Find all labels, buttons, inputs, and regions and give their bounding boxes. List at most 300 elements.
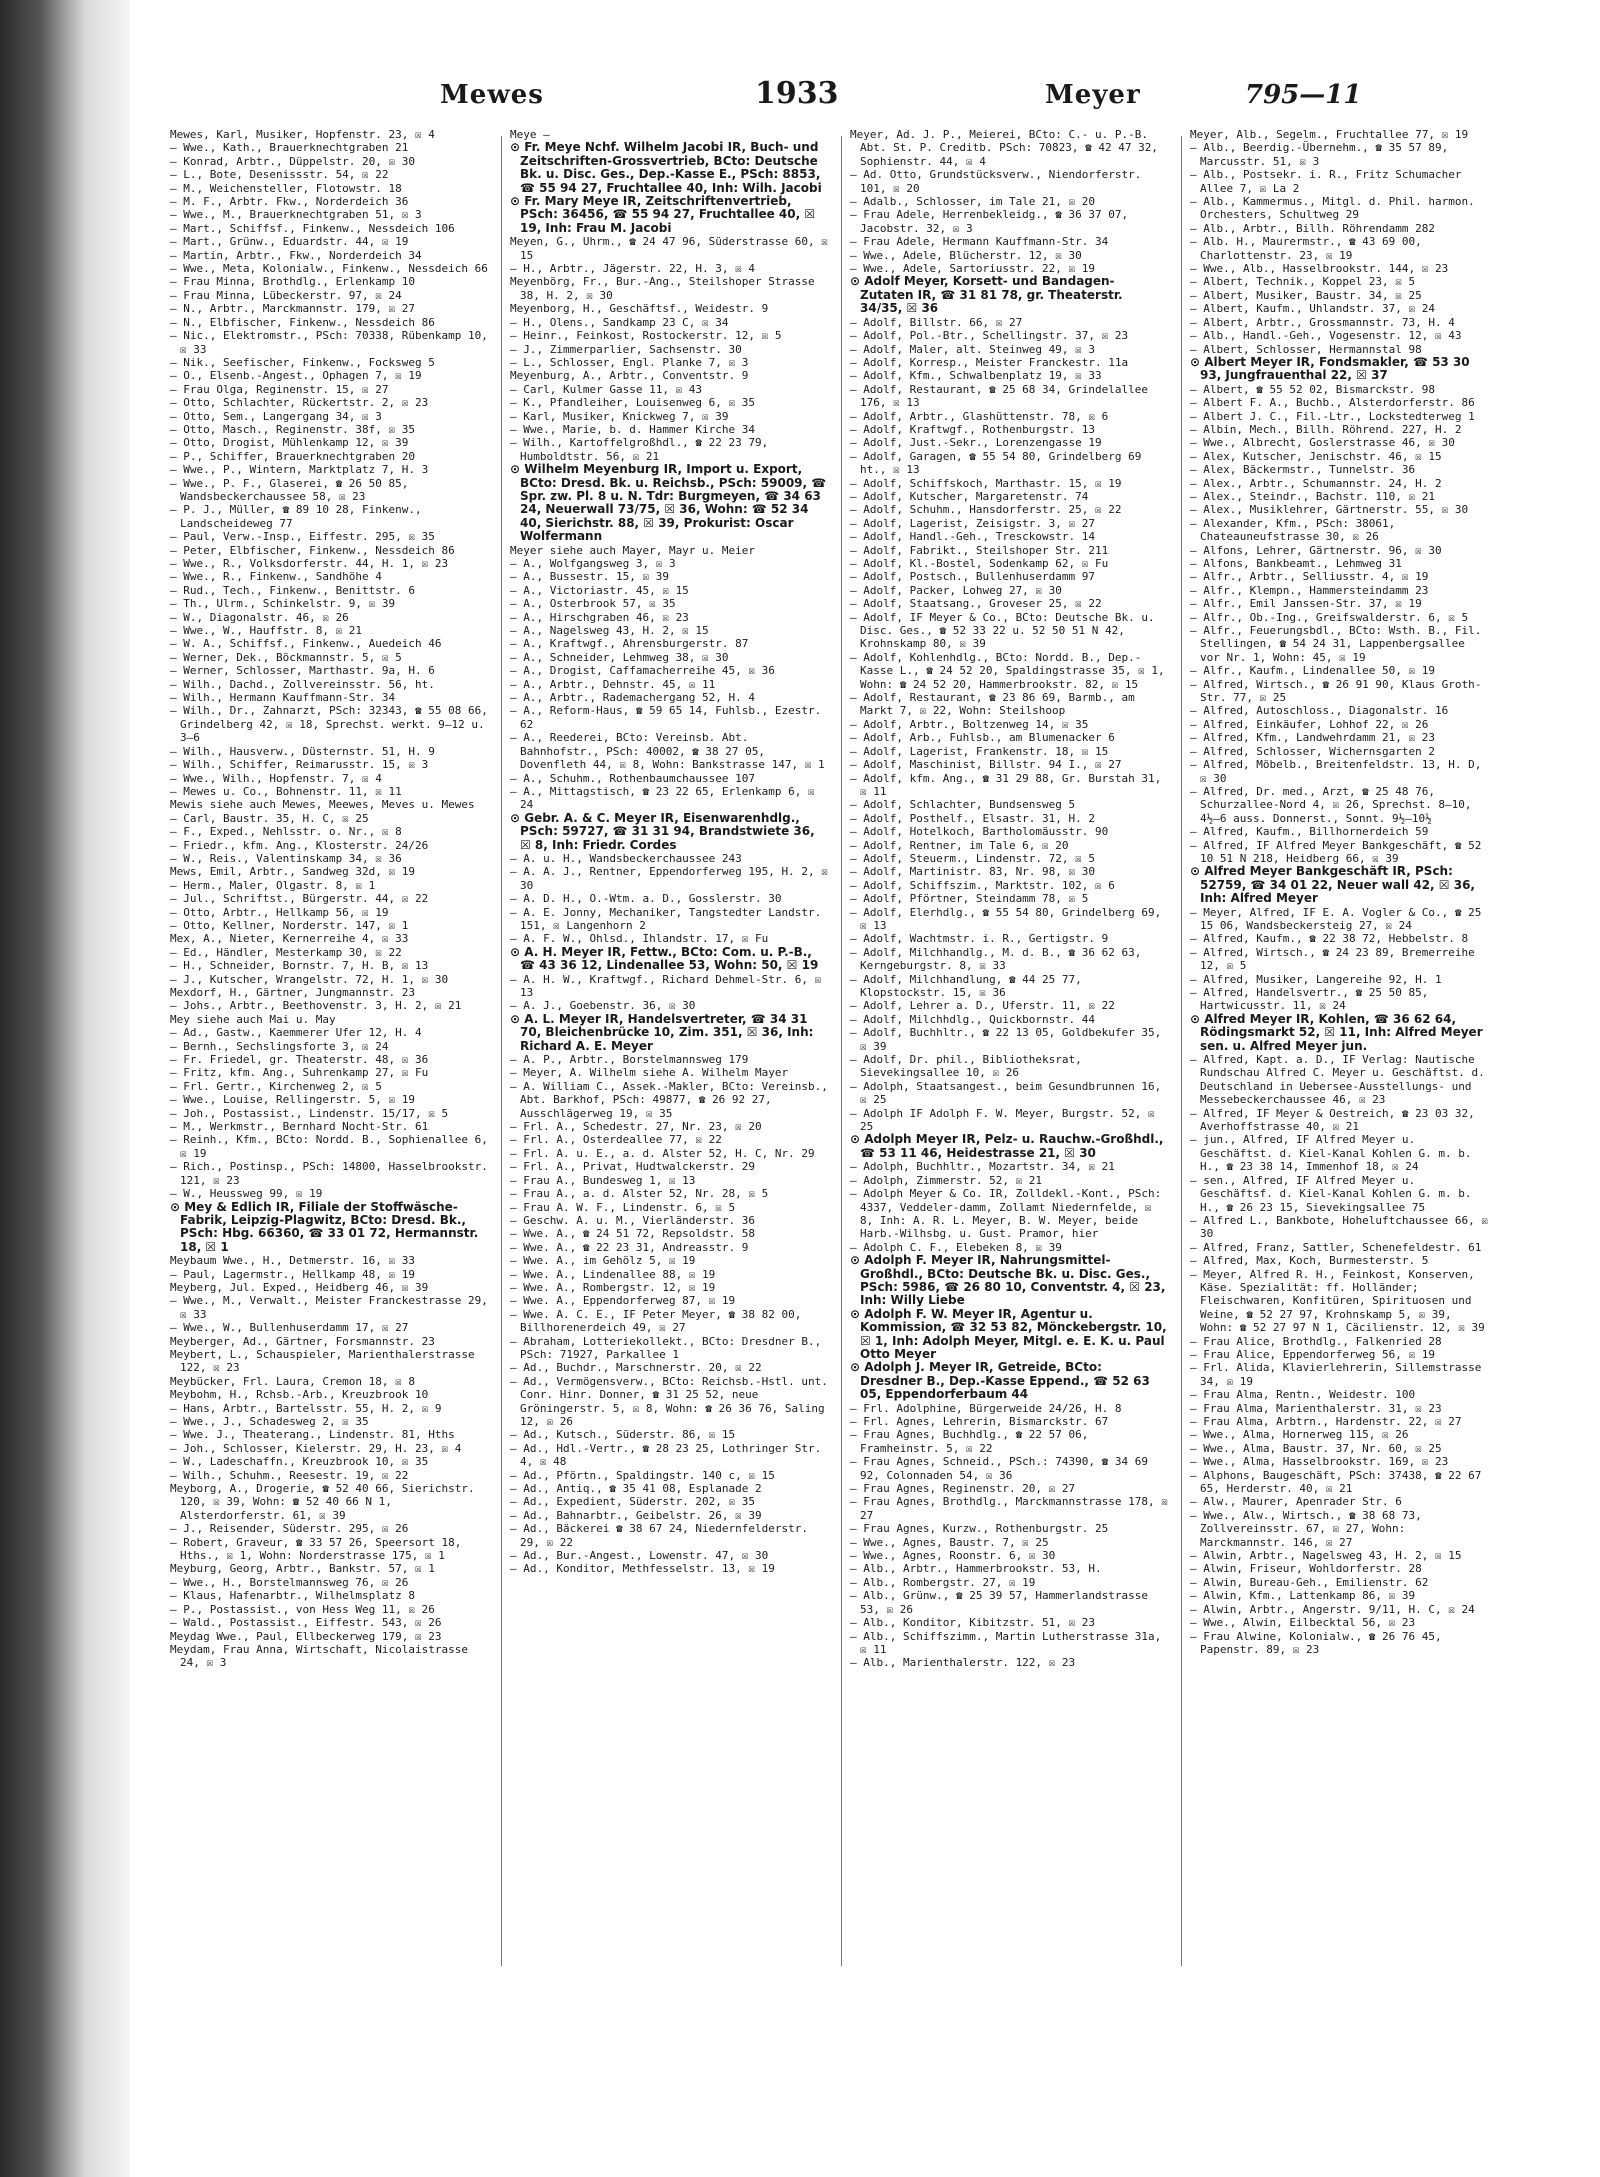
directory-entry: — Alex, Kutscher, Jenischstr. 46, ☒ 15 <box>1190 449 1442 463</box>
directory-entry: — Adolf, Hotelkoch, Bartholomäusstr. 90 <box>850 825 1109 839</box>
directory-entry: — Adolf, Pol.-Btr., Schellingstr. 37, ☒ 23 <box>850 329 1129 343</box>
directory-entry: — Wwe., R., Finkenw., Sandhöhe 4 <box>170 570 382 584</box>
directory-entry: — O., Elsenb.-Angest., Ophagen 7, ☒ 19 <box>170 369 422 383</box>
directory-entry: — sen., Alfred, IF Alfred Meyer u. Geschäftsf. d. Kiel-Kanal Kohlen G. m. b. H., ☎ 26 23 15, Sievekingsallee 75 <box>1190 1173 1472 1214</box>
directory-entry: — Alfred, Möbelb., Breitenfeldstr. 13, H. D, ☒ 30 <box>1190 758 1482 785</box>
directory-entry: — Wilh., Schuhm., Reesestr. 19, ☒ 22 <box>170 1468 409 1482</box>
directory-entry: — Adolf, Restaurant, ☎ 23 86 69, Barmb., am Markt 7, ☒ 22, Wohn: Steilshoop <box>850 691 1135 718</box>
directory-entry: — A. E. Jonny, Mechaniker, Tangstedter Landstr. 151, ☒ Langenhorn 2 <box>510 905 822 932</box>
directory-entry: — Wwe., M., Verwalt., Meister Franckestrasse 29, ☒ 33 <box>170 1294 488 1321</box>
directory-entry: — Frau Olga, Reginenstr. 15, ☒ 27 <box>170 382 389 396</box>
directory-entry: — L., Bote, Desenissstr. 54, ☒ 22 <box>170 168 389 182</box>
directory-entry: Meydam, Frau Anna, Wirtschaft, Nicolaistrasse 24, ☒ 3 <box>170 1642 469 1670</box>
directory-entry: ⊙ Adolf Meyer, Korsett- und Bandagen-Zutaten IR, ☎ 31 81 78, gr. Theaterstr. 34/35, ☒ 36 <box>850 275 1123 316</box>
directory-entry: — Alfr., Emil Janssen-Str. 37, ☒ 19 <box>1190 597 1422 611</box>
directory-entry: — Wwe., Alwin, Eilbecktal 56, ☒ 23 <box>1190 1616 1416 1630</box>
header-last-entry: Meyer <box>1045 80 1141 110</box>
directory-entry: — Frau Agnes, Buchhdlg., ☎ 22 57 06, Framheinstr. 5, ☒ 22 <box>850 1428 1089 1455</box>
directory-entry: — Alfr., Arbtr., Selliusstr. 4, ☒ 19 <box>1190 570 1429 584</box>
directory-entry: Meye — <box>510 128 550 141</box>
directory-entry: — Frl. A., Osterdeallee 77, ☒ 22 <box>510 1133 722 1147</box>
directory-entry: — Frau Agnes, Brothdlg., Marckmannstrasse 178, ☒ 27 <box>850 1495 1168 1522</box>
directory-entry: — Otto, Kellner, Norderstr. 147, ☒ 1 <box>170 918 409 932</box>
directory-entry: — Alfons, Lehrer, Gärtnerstr. 96, ☒ 30 <box>1190 543 1442 557</box>
directory-entry: — Frau Agnes, Kurzw., Rothenburgstr. 25 <box>850 1522 1109 1536</box>
directory-entry: — Paul, Lagermstr., Hellkamp 48, ☒ 19 <box>170 1267 416 1281</box>
directory-entry: — Wwe. A., Lindenallee 88, ☒ 19 <box>510 1267 716 1281</box>
directory-entry: — Wilh., Kartoffelgroßhdl., ☎ 22 23 79, Humboldtstr. 56, ☒ 21 <box>510 436 769 463</box>
column-divider <box>501 136 502 1966</box>
directory-entry: — Albert, Kaufm., Uhlandstr. 37, ☒ 24 <box>1190 302 1436 316</box>
directory-entry: — Alexander, Kfm., PSch: 38061, Chateauneufstrasse 30, ☒ 26 <box>1190 516 1396 544</box>
directory-entry: ⊙ Fr. Mary Meye IR, Zeitschriftenvertrieb, PSch: 36456, ☎ 55 94 27, Fruchtallee 40, ☒ 19, Inh: Frau M. Jacobi <box>510 195 816 235</box>
directory-entry: Meybücker, Frl. Laura, Cremon 18, ☒ 8 <box>170 1374 416 1388</box>
directory-entry: ⊙ Alfred Meyer IR, Kohlen, ☎ 36 62 64, Rödingsmarkt 52, ☒ 11, Inh: Alfred Meyer sen. u. Alfred Meyer jun. <box>1190 1012 1483 1053</box>
directory-entry: — Wwe., W., Bullenhuserdamm 17, ☒ 27 <box>170 1321 409 1335</box>
directory-entry: — Otto, Drogist, Mühlenkamp 12, ☒ 39 <box>170 436 409 450</box>
directory-entry: — Adolf, Postsch., Bullenhuserdamm 97 <box>850 570 1096 584</box>
directory-entry: — Alb., Konditor, Kibitzstr. 51, ☒ 23 <box>850 1616 1096 1630</box>
directory-entry: — Adolf, Kl.-Bostel, Sodenkamp 62, ☒ Fu <box>850 557 1109 570</box>
directory-entry: — Frau Alice, Brothdlg., Falkenried 28 <box>1190 1334 1442 1348</box>
directory-entry: — Ad., Buchdr., Marschnerstr. 20, ☒ 22 <box>510 1361 762 1375</box>
directory-entry: — Rud., Tech., Finkenw., Benittstr. 6 <box>170 583 416 597</box>
directory-entry: — Adolf, Posthelf., Elsastr. 31, H. 2 <box>850 811 1096 825</box>
directory-entry: — H., Arbtr., Jägerstr. 22, H. 3, ☒ 4 <box>510 262 756 276</box>
directory-entry: — Alw., Maurer, Apenrader Str. 6 <box>1190 1495 1402 1509</box>
directory-entry: — Mart., Grünw., Eduardstr. 44, ☒ 19 <box>170 235 409 249</box>
directory-entry: — Ad., Gastw., Kaemmerer Ufer 12, H. 4 <box>170 1026 422 1040</box>
directory-entry: — Frl. Agnes, Lehrerin, Bismarckstr. 67 <box>850 1415 1109 1428</box>
directory-entry: — Ad., Bahnarbtr., Geibelstr. 26, ☒ 39 <box>510 1508 762 1522</box>
directory-entry: — Alfr., Klempn., Hammersteindamm 23 <box>1190 583 1429 597</box>
directory-entry: — Ad., Vermögensverw., BCto: Reichsb.-Hstl. unt. Conr. Hinr. Donner, ☎ 31 25 52, neue Gröningerstr. 5, ☒ 8, Wohn: ☎ 26 36 76, Saling 12, ☒ 26 <box>510 1374 828 1428</box>
directory-entry: — Wwe., Alma, Baustr. 37, Nr. 60, ☒ 25 <box>1190 1441 1442 1455</box>
directory-entry: — Alex., Steindr., Bachstr. 110, ☒ 21 <box>1190 489 1436 503</box>
header-first-entry: Mewes <box>440 80 544 110</box>
directory-entry: — A. D. H., O.-Wtm. a. D., Gosslerstr. 30 <box>510 892 782 906</box>
directory-entry: Meyberg, Jul. Exped., Heidberg 46, ☒ 39 <box>170 1280 429 1294</box>
directory-entry: Meybohm, H., Rchsb.-Arb., Kreuzbrook 10 <box>170 1388 429 1402</box>
directory-entry: — Robert, Graveur, ☎ 33 57 26, Speersort 18, Hths., ☒ 1, Wohn: Norderstrasse 175, ☒ 1 <box>170 1535 462 1563</box>
directory-entry: Meyborg, A., Drogerie, ☎ 52 40 66, Sierichstr. 120, ☒ 39, Wohn: ☎ 52 40 66 N 1, Alsterdorferstr. 61, ☒ 39 <box>170 1482 475 1522</box>
directory-entry: — Wwe., H., Borstelmannsweg 76, ☒ 26 <box>170 1575 409 1589</box>
directory-entry: Meybaum Wwe., H., Detmerstr. 16, ☒ 33 <box>170 1254 416 1268</box>
directory-entry: — Joh., Schlosser, Kielerstr. 29, H. 23, ☒ 4 <box>170 1441 462 1455</box>
directory-entry: Mews, Emil, Arbtr., Sandweg 32d, ☒ 19 <box>170 865 416 879</box>
directory-entry: — Wwe. J., Theaterang., Lindenstr. 81, Hths <box>170 1428 455 1442</box>
directory-entry: — Abraham, Lotteriekollekt., BCto: Dresdner B., PSch: 71927, Parkallee 1 <box>510 1334 822 1361</box>
directory-entry: — A. J., Goebenstr. 36, ☒ 30 <box>510 999 696 1013</box>
directory-entry: — Adolf, Schuhm., Hansdorferstr. 25, ☒ 22 <box>850 503 1122 517</box>
directory-entry: — Frau Agnes, Schneid., PSch.: 74390, ☎ 34 69 92, Colonnaden 54, ☒ 36 <box>850 1455 1149 1482</box>
directory-entry: ⊙ Adolph Meyer IR, Pelz- u. Rauchw.-Großhdl., ☎ 53 11 46, Heidestrasse 21, ☒ 30 <box>850 1133 1164 1160</box>
directory-entry: — Ad., Konditor, Methfesselstr. 13, ☒ 19 <box>510 1562 775 1576</box>
directory-entry: — Ad., Hdl.-Vertr., ☎ 28 23 25, Lothringer Str. 4, ☒ 48 <box>510 1441 822 1469</box>
directory-entry: — Alfred, Handelsvertr., ☎ 25 50 85, Hartwicusstr. 11, ☒ 24 <box>1190 986 1429 1013</box>
directory-entry: — Alfred, Autoschloss., Diagonalstr. 16 <box>1190 704 1449 718</box>
directory-entry: — Adolf, Just.-Sekr., Lorenzengasse 19 <box>850 436 1102 450</box>
directory-entry: — Alfred L., Bankbote, Hoheluftchaussee 66, ☒ 30 <box>1190 1213 1489 1241</box>
directory-entry: — Adolf, Schlachter, Bundsensweg 5 <box>850 798 1076 812</box>
directory-entry: — Adolph C. F., Elebeken 8, ☒ 39 <box>850 1240 1062 1254</box>
directory-entry: Mewis siehe auch Mewes, Meewes, Meves u. Mewes <box>170 798 475 812</box>
directory-entry: — Wilh., Dr., Zahnarzt, PSch: 32343, ☎ 55 08 66, Grindelberg 42, ☒ 18, Sprechst. werkt. 9—12 u. 3—6 <box>170 704 488 745</box>
directory-entry: — Alwin, Arbtr., Angerstr. 9/11, H. C, ☒ 24 <box>1190 1602 1475 1616</box>
directory-entry: — Adolph IF Adolph F. W. Meyer, Burgstr. 52, ☒ 25 <box>850 1106 1155 1134</box>
directory-entry: — Wwe. A., im Gehölz 5, ☒ 19 <box>510 1254 696 1268</box>
directory-entry: — Frl. A. u. E., a. d. Alster 52, H. C, Nr. 29 <box>510 1146 815 1160</box>
directory-entry: — F., Exped., Nehlsstr. o. Nr., ☒ 8 <box>170 825 402 839</box>
directory-entry: — Alfred, Einkäufer, Lohhof 22, ☒ 26 <box>1190 717 1429 731</box>
directory-entry: — Adolf, Arbtr., Boltzenweg 14, ☒ 35 <box>850 717 1089 731</box>
directory-entry: — Alfr., Feuerungsbdl., BCto: Wsth. B., Fil. Stellingen, ☎ 54 24 31, Lappenbergsallee vor Nr. 1, Wohn: 45, ☒ 19 <box>1190 624 1482 664</box>
directory-entry: — Adolph, Zimmerstr. 52, ☒ 21 <box>850 1173 1043 1187</box>
directory-entry: Mewes, Karl, Musiker, Hopfenstr. 23, ☒ 4 <box>170 128 435 141</box>
directory-entry: — A., Reform-Haus, ☎ 59 65 14, Fuhlsb., Ezestr. 62 <box>510 704 822 731</box>
directory-entry: — Frl. Gertr., Kirchenweg 2, ☒ 5 <box>170 1079 382 1093</box>
directory-entry: — A., Mittagstisch, ☎ 23 22 65, Erlenkamp 6, ☒ 24 <box>510 784 815 812</box>
directory-entry: — A. William C., Assek.-Makler, BCto: Vereinsb., Abt. Barkhof, PSch: 49877, ☎ 26 92 27, Ausschlägerweg 19, ☒ 35 <box>510 1079 828 1120</box>
directory-entry: — Friedr., kfm. Ang., Klosterstr. 24/26 <box>170 838 429 852</box>
directory-entry: — Fritz, kfm. Ang., Suhrenkamp 27, ☒ Fu <box>170 1066 429 1080</box>
directory-entry: — Albert, Musiker, Baustr. 34, ☒ 25 <box>1190 288 1422 302</box>
directory-entry: Meyenborg, H., Geschäftsf., Weidestr. 9 <box>510 302 769 316</box>
directory-entry: ⊙ Gebr. A. & C. Meyer IR, Eisenwarenhdlg., PSch: 59727, ☎ 31 31 94, Brandstwiete 36, ☒ 8, Inh: Friedr. Cordes <box>510 811 815 852</box>
directory-entry: — Frau Alice, Eppendorferweg 56, ☒ 19 <box>1190 1347 1436 1361</box>
directory-entry: — Alex., Arbtr., Schumannstr. 24, H. 2 <box>1190 476 1442 490</box>
directory-entry: — P., Postassist., von Hess Weg 11, ☒ 26 <box>170 1602 435 1616</box>
column-2 <box>510 128 828 1968</box>
directory-entry: — Rich., Postinsp., PSch: 14800, Hasselbrookstr. 121, ☒ 23 <box>170 1160 488 1187</box>
directory-entry: Meyer, Ad. J. P., Meierei, BCto: C.- u. P.-B. Abt. St. P. Creditb. PSch: 70823, ☎ 42 47 32, Sophienstr. 44, ☒ 4 <box>850 128 1159 168</box>
directory-entry: — Wilh., Hermann Kauffmann-Str. 34 <box>170 691 396 705</box>
directory-entry: — Otto, Sem., Langergang 34, ☒ 3 <box>170 409 382 423</box>
directory-entry: — W., Heussweg 99, ☒ 19 <box>170 1187 323 1201</box>
directory-entry: — Alb., Handl.-Geh., Vogesenstr. 12, ☒ 43 <box>1190 329 1462 343</box>
directory-entry: — Alwin, Arbtr., Nagelsweg 43, H. 2, ☒ 15 <box>1190 1549 1462 1563</box>
directory-entry: — Ad., Expedient, Süderstr. 202, ☒ 35 <box>510 1495 756 1509</box>
directory-entry: — Wwe., R., Volksdorferstr. 44, H. 1, ☒ 23 <box>170 557 449 570</box>
directory-entry: — Wwe., Agnes, Roonstr. 6, ☒ 30 <box>850 1549 1056 1563</box>
directory-entry: Meyburg, Georg, Arbtr., Bankstr. 57, ☒ 1 <box>170 1562 435 1576</box>
directory-entry: — Alb. H., Maurermstr., ☎ 43 69 00, Charlottenstr. 23, ☒ 19 <box>1190 235 1422 262</box>
directory-entry: — Alb., Kammermus., Mitgl. d. Phil. harmon. Orchesters, Schultweg 29 <box>1190 195 1475 222</box>
directory-entry: — Alb., Arbtr., Hammerbrookstr. 53, H. <box>850 1562 1102 1576</box>
directory-entry: — Alfred, Wirtsch., ☎ 24 23 89, Bremerreihe 12, ☒ 5 <box>1190 945 1475 973</box>
directory-entry: — Adolf, Korresp., Meister Franckestr. 11a <box>850 355 1129 369</box>
directory-entry: — Frau Alma, Marienthalerstr. 31, ☒ 23 <box>1190 1401 1442 1415</box>
directory-entry: Meyer, Alb., Segelm., Fruchtallee 77, ☒ 19 <box>1190 128 1469 141</box>
directory-entry: — Wwe., J., Schadesweg 2, ☒ 35 <box>170 1415 369 1428</box>
directory-entry: — Frau Alma, Rentn., Weidestr. 100 <box>1190 1388 1416 1402</box>
directory-entry: — Alb., Arbtr., Billh. Röhrendamm 282 <box>1190 221 1436 235</box>
directory-entry: — Alfred, Schlosser, Wichernsgarten 2 <box>1190 744 1436 758</box>
directory-entry: — Adolf, Kfm., Schwalbenplatz 19, ☒ 33 <box>850 369 1102 383</box>
directory-entry: — A. u. H., Wandsbeckerchaussee 243 <box>510 851 742 865</box>
directory-entry: — Adolf, kfm. Ang., ☎ 31 29 88, Gr. Burstah 31, ☒ 11 <box>850 771 1162 798</box>
directory-entry: — M., Weichensteller, Flotowstr. 18 <box>170 181 402 195</box>
directory-entry: — Adolf, Martinistr. 83, Nr. 98, ☒ 30 <box>850 865 1096 879</box>
directory-entry: — Adolf, Kraftwgf., Rothenburgstr. 13 <box>850 422 1096 436</box>
directory-entry: — A., Arbtr., Dehnstr. 45, ☒ 11 <box>510 677 716 691</box>
directory-entry: — Albert, Arbtr., Grossmannstr. 73, H. 4 <box>1190 315 1455 329</box>
directory-entry: — Alb., Schiffszimm., Martin Lutherstrasse 31a, ☒ 11 <box>850 1629 1162 1656</box>
directory-entry: — Konrad, Arbtr., Düppelstr. 20, ☒ 30 <box>170 154 416 168</box>
directory-entry: — A., Victoriastr. 45, ☒ 15 <box>510 583 689 597</box>
directory-entry: — Alwin, Friseur, Wohldorferstr. 28 <box>1190 1562 1422 1576</box>
directory-entry: — A. F. W., Ohlsd., Ihlandstr. 17, ☒ Fu <box>510 932 769 946</box>
directory-entry: — Frau A., Bundesweg 1, ☒ 13 <box>510 1173 696 1187</box>
directory-entry: — Wwe. A., Rombergstr. 12, ☒ 19 <box>510 1280 716 1294</box>
directory-entry: — Frau Minna, Lübeckerstr. 97, ☒ 24 <box>170 288 402 302</box>
directory-entry: Meyen, G., Uhrm., ☎ 24 47 96, Süderstrasse 60, ☒ 15 <box>510 235 828 262</box>
directory-entry: — Frau A. W. F., Lindenstr. 6, ☒ 5 <box>510 1200 736 1214</box>
directory-entry: — Frau Adele, Herrenbekleidg., ☎ 36 37 07, Jacobstr. 32, ☒ 3 <box>850 208 1129 235</box>
directory-entry: — Martin, Arbtr., Fkw., Norderdeich 34 <box>170 248 422 262</box>
directory-entry: — Jul., Schriftst., Bürgerstr. 44, ☒ 22 <box>170 892 429 906</box>
directory-entry: ⊙ Adolph F. W. Meyer IR, Agentur u. Kommission, ☎ 32 53 82, Mönckebergstr. 10, ☒ 1, Inh: Adolph Meyer, Mitgl. e. E. K. u. Paul Otto Meyer <box>850 1307 1167 1361</box>
directory-entry: Meyenbörg, Fr., Bur.-Ang., Steilshoper Strasse 38, H. 2, ☒ 30 <box>510 275 815 302</box>
page-header <box>165 76 1495 120</box>
directory-entry: — A., Nagelsweg 43, H. 2, ☒ 15 <box>510 624 709 638</box>
directory-entry: — Wwe., Meta, Kolonialw., Finkenw., Nessdeich 66 <box>170 262 488 276</box>
directory-entry: — Alb., Grünw., ☎ 25 39 57, Hammerlandstrasse 53, ☒ 26 <box>850 1589 1149 1616</box>
directory-entry: — Albert J. C., Fil.-Ltr., Lockstedterweg 1 <box>1190 409 1475 423</box>
column-3 <box>850 128 1168 1968</box>
directory-entry: ⊙ A. H. Meyer IR, Fettw., BCto: Com. u. P.-B., ☎ 43 36 12, Lindenallee 53, Wohn: 50, ☒ 19 <box>510 945 819 973</box>
directory-entry: — Carl, Baustr. 35, H. C, ☒ 25 <box>170 811 369 825</box>
directory-entry: ⊙ Adolph J. Meyer IR, Getreide, BCto: Dresdner B., Dep.-Kasse Eppend., ☎ 52 63 05, Eppendorferbaum 44 <box>850 1361 1150 1402</box>
directory-entry: — Wwe., W., Hauffstr. 8, ☒ 21 <box>170 624 363 638</box>
directory-entry: — A., Wolfgangsweg 3, ☒ 3 <box>510 557 676 570</box>
directory-entry: — A., Hirschgraben 46, ☒ 23 <box>510 610 689 624</box>
directory-entry: — Alwin, Bureau-Geh., Emilienstr. 62 <box>1190 1575 1429 1589</box>
directory-entry: — Adolf, Milchhandlung, ☎ 44 25 77, Klopstockstr. 15, ☒ 36 <box>850 972 1082 999</box>
directory-entry: — A., Drogist, Caffamacherreihe 45, ☒ 36 <box>510 664 775 678</box>
directory-entry: — P., Schiffer, Brauerknechtgraben 20 <box>170 449 416 463</box>
directory-entry: — Alwin, Kfm., Lattenkamp 86, ☒ 39 <box>1190 1589 1416 1603</box>
directory-entry: — Frau Alwine, Kolonialw., ☎ 26 76 45, Papenstr. 89, ☒ 23 <box>1190 1629 1442 1656</box>
directory-entry: — Wwe. A., ☎ 22 23 31, Andreasstr. 9 <box>510 1240 749 1254</box>
directory-entry: — Fr. Friedel, gr. Theaterstr. 48, ☒ 36 <box>170 1053 429 1067</box>
directory-entry: — Otto, Schlachter, Rückertstr. 2, ☒ 23 <box>170 396 429 410</box>
directory-entry: — Adolf, Milchhdlg., Quickbornstr. 44 <box>850 1012 1096 1026</box>
directory-entry: Meyer siehe auch Mayer, Mayr u. Meier <box>510 543 756 557</box>
directory-entry: — Frau Minna, Brothdlg., Erlenkamp 10 <box>170 275 416 289</box>
directory-entry: ⊙ Adolph F. Meyer IR, Nahrungsmittel-Großhdl., BCto: Deutsche Bk. u. Disc. Ges., PSch: 5986, ☎ 26 80 10, Conventstr. 4, ☒ 23, Inh: Willy Liebe <box>850 1254 1166 1308</box>
directory-entry: — Meyer, Alfred, IF E. A. Vogler & Co., ☎ 25 15 06, Wandsbeckersteig 27, ☒ 24 <box>1190 905 1482 932</box>
directory-entry: — Heinr., Feinkost, Rostockerstr. 12, ☒ 5 <box>510 329 782 343</box>
directory-entry: — Frau Adele, Hermann Kauffmann-Str. 34 <box>850 235 1109 249</box>
directory-entry: ⊙ Mey & Edlich IR, Filiale der Stoffwäsche-Fabrik, Leipzig-Plagwitz, BCto: Dresd. Bk., PSch: Hbg. 66360, ☎ 33 01 72, Hermannstr. 18, ☒ 1 <box>170 1200 479 1254</box>
directory-entry: — Mewes u. Co., Bohnenstr. 11, ☒ 11 <box>170 784 402 798</box>
directory-entry: — Wwe. A., ☎ 24 51 72, Repsoldstr. 58 <box>510 1227 756 1241</box>
directory-entry: — Frl. A., Schedestr. 27, Nr. 23, ☒ 20 <box>510 1120 762 1134</box>
directory-entry: — Peter, Elbfischer, Finkenw., Nessdeich 86 <box>170 543 455 557</box>
directory-entry: — W., Ladeschaffn., Kreuzbrook 10, ☒ 35 <box>170 1455 429 1469</box>
column-divider <box>841 136 842 1966</box>
directory-entry: — L., Schlosser, Engl. Planke 7, ☒ 3 <box>510 355 749 369</box>
directory-entry: — Alfred, Dr. med., Arzt, ☎ 25 48 76, Schurzallee-Nord 4, ☒ 26, Sprechst. 8—10, 4½—6 auss. Donnerst., Sonnt. 9½—10½ <box>1190 784 1472 825</box>
directory-entry: — A., Arbtr., Rademachergang 52, H. 4 <box>510 691 756 705</box>
directory-entry: — Th., Ulrm., Schinkelstr. 9, ☒ 39 <box>170 597 396 611</box>
directory-entry: — Ad., Kutsch., Süderstr. 86, ☒ 15 <box>510 1428 736 1442</box>
directory-entry: — Frau A., a. d. Alster 52, Nr. 28, ☒ 5 <box>510 1187 769 1201</box>
directory-entry: — Wwe., M., Brauerknechtgraben 51, ☒ 3 <box>170 208 422 222</box>
directory-entry: — Wwe., P. F., Glaserei, ☎ 26 50 85, Wandsbeckerchaussee 58, ☒ 23 <box>170 476 409 503</box>
directory-entry: — Ad., Bur.-Angest., Lowenstr. 47, ☒ 30 <box>510 1549 769 1563</box>
directory-entry: — Wwe., Kath., Brauerknechtgraben 21 <box>170 141 409 155</box>
directory-entry: — W. A., Schiffsf., Finkenw., Auedeich 46 <box>170 637 442 651</box>
directory-entry: — H., Schneider, Bornstr. 7, H. B, ☒ 13 <box>170 959 429 973</box>
directory-entry: — Wilh., Hausverw., Düsternstr. 51, H. 9 <box>170 744 435 758</box>
directory-entry: — Wilh., Schiffer, Reimarusstr. 15, ☒ 3 <box>170 758 429 772</box>
directory-entry: ⊙ Wilhelm Meyenburg IR, Import u. Export, BCto: Dresd. Bk. u. Reichsb., PSch: 59009, ☎ Spr. zw. Pl. 8 u. N. Tdr: Burgmeyen, ☎ 34 63 24, Neuerwall 73/75, ☒ 36, Wohn: ☎ 52 34 40, Sierichstr. 88, ☒ 39, Prokurist: Oscar Wolfermann <box>510 463 827 544</box>
directory-entry: — Alb., Beerdig.-Übernehm., ☎ 35 57 89, Marcusstr. 51, ☒ 3 <box>1190 141 1449 168</box>
directory-entry: — Nik., Seefischer, Finkenw., Focksweg 5 <box>170 355 435 369</box>
directory-entry: — Werner, Dek., Böckmannstr. 5, ☒ 5 <box>170 650 402 664</box>
directory-entry: — Alb., Marienthalerstr. 122, ☒ 23 <box>850 1656 1076 1670</box>
directory-entry: — P. J., Müller, ☎ 89 10 28, Finkenw., Landscheideweg 77 <box>170 503 422 530</box>
directory-entry: — Adolf, Lagerist, Frankenstr. 18, ☒ 15 <box>850 744 1109 758</box>
directory-entry: — Alex, Bäckermstr., Tunnelstr. 36 <box>1190 463 1416 477</box>
directory-entry: — Nic., Elektromstr., PSch: 70338, Rübenkamp 10, ☒ 33 <box>170 329 488 356</box>
directory-entry: — N., Arbtr., Marckmannstr. 179, ☒ 27 <box>170 302 416 316</box>
directory-entry: — Adolph, Staatsangest., beim Gesundbrunnen 16, ☒ 25 <box>850 1079 1162 1107</box>
directory-entry: — A., Osterbrook 57, ☒ 35 <box>510 597 676 611</box>
directory-entry: — Albert, Technik., Koppel 23, ☒ 5 <box>1190 275 1416 289</box>
directory-entry: — Adolf, Lagerist, Zeisigstr. 3, ☒ 27 <box>850 516 1096 530</box>
directory-entry: — N., Elbfischer, Finkenw., Nessdeich 86 <box>170 315 435 329</box>
directory-entry: — Alfred, Kfm., Landwehrdamm 21, ☒ 23 <box>1190 731 1436 745</box>
directory-entry: — Adolf, Lehrer a. D., Uferstr. 11, ☒ 22 <box>850 999 1115 1013</box>
directory-entry: — Frau Agnes, Reginenstr. 20, ☒ 27 <box>850 1482 1076 1496</box>
directory-entry: — Wwe., Adele, Sartoriusstr. 22, ☒ 19 <box>850 262 1096 276</box>
directory-entry: — Bernh., Sechslingsforte 3, ☒ 24 <box>170 1039 389 1053</box>
directory-entry: — M., Werkmstr., Bernhard Nocht-Str. 61 <box>170 1120 429 1134</box>
directory-entry: — Geschw. A. u. M., Vierländerstr. 36 <box>510 1213 756 1227</box>
directory-entry: — Joh., Postassist., Lindenstr. 15/17, ☒ 5 <box>170 1106 449 1120</box>
directory-entry: Mex, A., Nieter, Kernerreihe 4, ☒ 33 <box>170 932 409 946</box>
directory-entry: ⊙ Albert Meyer IR, Fondsmakler, ☎ 53 30 93, Jungfrauenthal 22, ☒ 37 <box>1190 355 1470 383</box>
directory-entry: — A., Bussestr. 15, ☒ 39 <box>510 570 669 584</box>
directory-entry: — H., Olens., Sandkamp 23 C, ☒ 34 <box>510 315 729 329</box>
column-1 <box>170 128 488 1968</box>
directory-entry: — Albert, ☎ 55 52 02, Bismarckstr. 98 <box>1190 382 1436 396</box>
directory-entry: — A., Reederei, BCto: Vereinsb. Abt. Bahnhofstr., PSch: 40002, ☎ 38 27 05, Dovenfleth 44, ☒ 8, Wohn: Bankstrasse 147, ☒ 1 <box>510 731 825 772</box>
directory-entry: — A. A. J., Rentner, Eppendorferweg 195, H. 2, ☒ 30 <box>510 865 828 892</box>
directory-entry: — Adolph Meyer & Co. IR, Zolldekl.-Kont., PSch: 4337, Veddeler-damm, Zollamt Niedernfelde, ☒ 8, Inh: A. R. L. Meyer, B. W. Meyer, beide Harb.-Wilhsbg. u. Gust. Pramor, hier <box>850 1187 1162 1241</box>
column-divider <box>1181 136 1182 1966</box>
directory-entry: — Wwe., Alb., Hasselbrookstr. 144, ☒ 23 <box>1190 262 1449 276</box>
directory-entry: — Adolf, Dr. phil., Bibliotheksrat, Sievekingsallee 10, ☒ 26 <box>850 1053 1082 1080</box>
directory-entry: — Alfons, Bankbeamt., Lehmweg 31 <box>1190 557 1402 570</box>
directory-entry: — Adolf, Maler, alt. Steinweg 49, ☒ 3 <box>850 342 1096 356</box>
directory-entry: — Adolf, Restaurant, ☎ 25 68 34, Grindelallee 176, ☒ 13 <box>850 382 1149 410</box>
directory-entry: — Paul, Verw.-Insp., Eiffestr. 295, ☒ 35 <box>170 530 435 544</box>
directory-entry: — Alfred, Musiker, Langereihe 92, H. 1 <box>1190 972 1442 986</box>
directory-entry: — Frau Alma, Arbtrn., Hardenstr. 22, ☒ 27 <box>1190 1415 1462 1428</box>
directory-entry: — Alb., Postsekr. i. R., Fritz Schumacher Allee 7, ☒ La 2 <box>1190 168 1462 195</box>
directory-entry: Meyberger, Ad., Gärtner, Forsmannstr. 23 <box>170 1334 435 1348</box>
directory-entry: — Reinh., Kfm., BCto: Nordd. B., Sophienallee 6, ☒ 19 <box>170 1133 488 1160</box>
directory-entry: — Ad., Pförtn., Spaldingstr. 140 c, ☒ 15 <box>510 1468 775 1482</box>
directory-entry: — Wwe., Alma, Hornerweg 115, ☒ 26 <box>1190 1428 1409 1442</box>
directory-entry: — J., Zimmerparlier, Sachsenstr. 30 <box>510 342 742 356</box>
directory-entry: — Adolf, Pförtner, Steindamm 78, ☒ 5 <box>850 892 1089 906</box>
directory-entry: — Adolf, Schiffskoch, Marthastr. 15, ☒ 19 <box>850 476 1122 490</box>
directory-entry: — Adolf, Wachtmstr. i. R., Gertigstr. 9 <box>850 932 1109 946</box>
directory-entry: — Johs., Arbtr., Beethovenstr. 3, H. 2, ☒ 21 <box>170 999 462 1013</box>
directory-entry: — A., Schuhm., Rothenbaumchaussee 107 <box>510 771 756 785</box>
directory-entry: Mey siehe auch Mai u. May <box>170 1012 336 1026</box>
directory-entry: — Adolf, Kohlenhdlg., BCto: Nordd. B., Dep.-Kasse L., ☎ 24 52 20, Spaldingstrasse 35, ☒ 1, Wohn: ☎ 24 52 20, Hammerbrookstr. 82, ☒ 15 <box>850 650 1165 691</box>
directory-entry: — Carl, Kulmer Gasse 11, ☒ 43 <box>510 382 703 396</box>
directory-entry: — A., Kraftwgf., Ahrensburgerstr. 87 <box>510 637 749 651</box>
directory-entry: — W., Reis., Valentinskamp 34, ☒ 36 <box>170 851 402 865</box>
directory-entry: — Karl, Musiker, Knickweg 7, ☒ 39 <box>510 409 729 423</box>
header-page-number: 795—11 <box>1245 80 1362 110</box>
directory-entry: — Adolf, Garagen, ☎ 55 54 80, Grindelberg 69 ht., ☒ 13 <box>850 449 1142 477</box>
directory-entry: — Wwe., P., Wintern, Marktplatz 7, H. 3 <box>170 463 429 477</box>
directory-entry: — Albert, Schlosser, Hermannstal 98 <box>1190 342 1422 356</box>
directory-entry: — Meyer, A. Wilhelm siehe A. Wilhelm Mayer <box>510 1066 789 1080</box>
directory-entry: — Adolf, Handl.-Geh., Tresckowstr. 14 <box>850 530 1096 544</box>
directory-entry: — Albert F. A., Buchb., Alsterdorferstr. 86 <box>1190 396 1475 410</box>
directory-entry: — Wwe., Marie, b. d. Hammer Kirche 34 <box>510 422 756 436</box>
directory-entry: — W., Diagonalstr. 46, ☒ 26 <box>170 610 349 624</box>
directory-entry: — Alphons, Baugeschäft, PSch: 37438, ☎ 22 67 65, Herderstr. 40, ☒ 21 <box>1190 1468 1482 1496</box>
directory-entry: — Otto, Arbtr., Hellkamp 56, ☒ 19 <box>170 905 389 919</box>
column-4 <box>1190 128 1490 1968</box>
directory-entry: — Klaus, Hafenarbtr., Wilhelmsplatz 8 <box>170 1589 416 1603</box>
directory-entry: — Ed., Händler, Mesterkamp 30, ☒ 22 <box>170 945 402 959</box>
directory-entry: — Frl. Alida, Klavierlehrerin, Sillemstrasse 34, ☒ 19 <box>1190 1361 1482 1388</box>
directory-entry: — Werner, Schlosser, Marthastr. 9a, H. 6 <box>170 664 435 678</box>
directory-entry: Meyenburg, A., Arbtr., Conventstr. 9 <box>510 369 749 383</box>
directory-entry: — Alfred, Kaufm., ☎ 22 38 72, Hebbelstr. 8 <box>1190 932 1469 946</box>
directory-entry: — Adolf, Arbtr., Glashüttenstr. 78, ☒ 6 <box>850 409 1109 423</box>
directory-entry: — Adolf, Milchhandlg., M. d. B., ☎ 36 62 63, Kerngeburgstr. 8, ☒ 33 <box>850 945 1142 973</box>
directory-entry: — Adolf, Maschinist, Billstr. 94 I., ☒ 27 <box>850 758 1122 772</box>
directory-entry: — Adolf, Fabrikt., Steilshoper Str. 211 <box>850 543 1109 557</box>
directory-entry: — J., Reisender, Süderstr. 295, ☒ 26 <box>170 1522 409 1536</box>
header-year: 1933 <box>755 76 839 111</box>
directory-entry: — Alfred, IF Alfred Meyer Bankgeschäft, ☎ 52 10 51 N 218, Heidberg 66, ☒ 39 <box>1190 838 1482 865</box>
directory-entry: — Alfr., Kaufm., Lindenallee 50, ☒ 19 <box>1190 664 1436 678</box>
directory-entry: — Adolf, Rentner, im Tale 6, ☒ 20 <box>850 838 1069 852</box>
directory-entry: — Alfred, IF Meyer & Oestreich, ☎ 23 03 32, Averhoffstrasse 40, ☒ 21 <box>1190 1106 1475 1134</box>
directory-entry: — Adolf, Staatsang., Groveser 25, ☒ 22 <box>850 597 1102 611</box>
directory-entry: Meybert, L., Schauspieler, Marienthalerstrasse 122, ☒ 23 <box>170 1347 475 1375</box>
directory-entry: — Ad. Otto, Grundstücksverw., Niendorferstr. 101, ☒ 20 <box>850 168 1142 195</box>
directory-entry: — Alb., Rombergstr. 27, ☒ 19 <box>850 1575 1036 1589</box>
directory-entry: — Alfred, Max, Koch, Burmesterstr. 5 <box>1190 1254 1429 1268</box>
directory-entry: — Wald., Postassist., Eiffestr. 543, ☒ 26 <box>170 1616 442 1630</box>
directory-entry: — Ad., Antiq., ☎ 35 41 08, Esplanade 2 <box>510 1482 762 1496</box>
directory-entry: — Ad., Bäckerei ☎ 38 67 24, Niedernfelderstr. 29, ☒ 22 <box>510 1522 809 1549</box>
directory-entry: — Wwe., Louise, Rellingerstr. 5, ☒ 19 <box>170 1093 416 1107</box>
directory-entry: — A. P., Arbtr., Borstelmannsweg 179 <box>510 1053 749 1067</box>
directory-entry: — Mart., Schiffsf., Finkenw., Nessdeich 106 <box>170 221 455 235</box>
directory-entry: — A. H. W., Kraftwgf., Richard Dehmel-Str. 6, ☒ 13 <box>510 972 822 999</box>
directory-entry: — Alfred, Franz, Sattler, Schenefeldestr. 61 <box>1190 1240 1482 1254</box>
directory-entry: — Alfred, Wirtsch., ☎ 26 91 90, Klaus Groth-Str. 77, ☒ 25 <box>1190 677 1482 705</box>
directory-entry: — Adolf, Buchhltr., ☎ 22 13 05, Goldbekufer 35, ☒ 39 <box>850 1026 1162 1053</box>
directory-entry: — Adalb., Schlosser, im Tale 21, ☒ 20 <box>850 195 1096 209</box>
directory-entry: — Adolf, Steuerm., Lindenstr. 72, ☒ 5 <box>850 851 1096 865</box>
